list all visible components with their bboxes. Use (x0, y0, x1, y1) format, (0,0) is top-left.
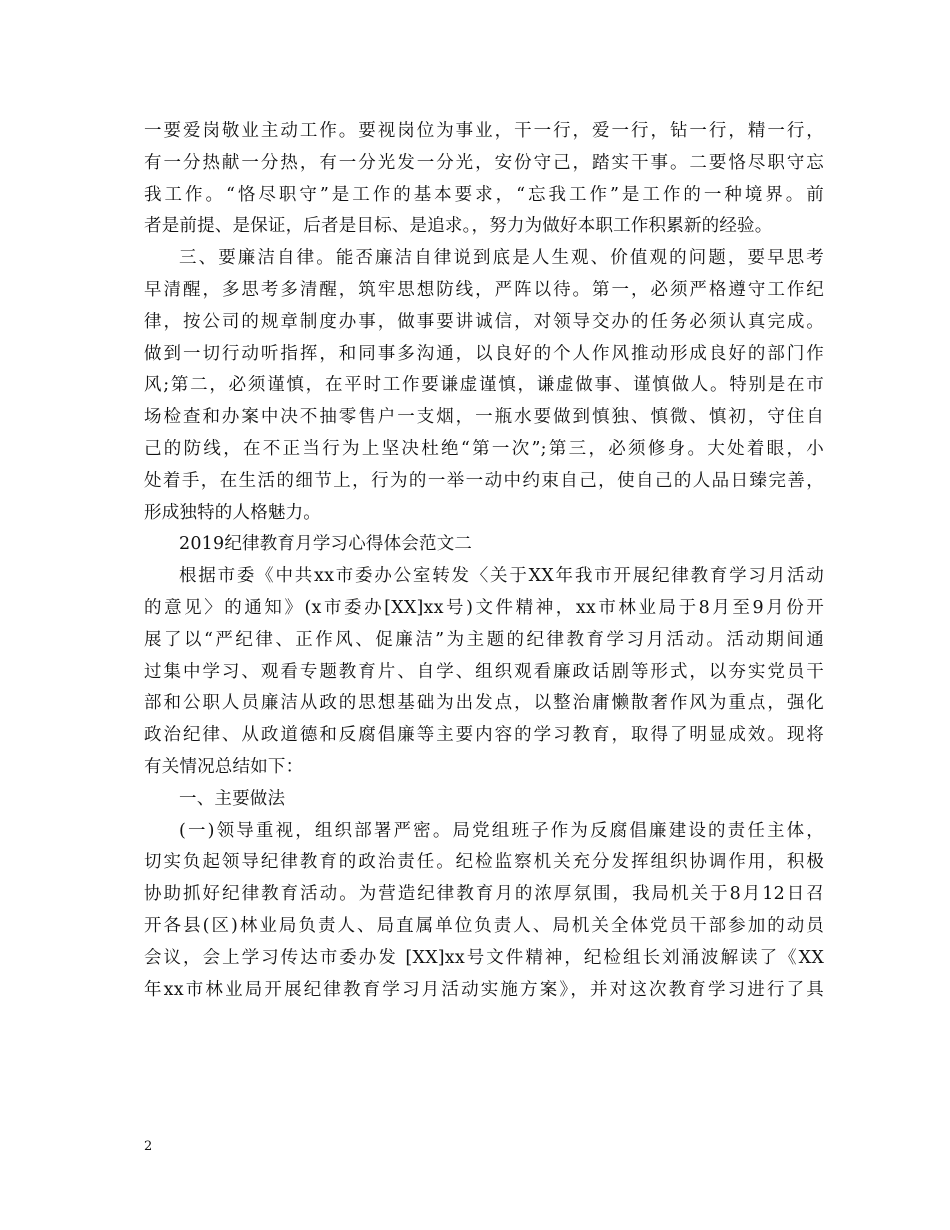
text-line: 形成独特的人格魅力。 (144, 502, 321, 523)
text-line: 2019纪律教育月学习心得体会范文二 (179, 534, 473, 555)
text-line: 律，按公司的规章制度办事，做事要讲诚信，对领导交办的任务必须认真完成。 (144, 311, 824, 332)
page-number: 2 (144, 1139, 153, 1154)
text-line: 过集中学习、观看专题教育片、自学、组织观看廉政话剧等形式，以夯实党员干 (144, 661, 824, 682)
text-line: 者是前提、是保证，后者是目标、是追求。，努力为做好本职工作积累新的经验。 (144, 216, 773, 237)
text-line: 一要爱岗敬业主动工作。要视岗位为事业，干一行，爱一行，钻一行，精一行， (144, 121, 824, 141)
text-line: 根据市委《中共xx市委办公室转发〈关于XX年我市开展纪律教育学习月活动 (179, 566, 824, 587)
text-line: 一、主要做法 (179, 788, 286, 809)
text-line: 年xx市林业局开展纪律教育学习月活动实施方案》，并对这次教育学习进行了具 (144, 979, 824, 1000)
text-line: 会议，会上学习传达市委办发 [XX]xx号文件精神，纪检组长刘涌波解读了《XX (144, 947, 824, 968)
text-line: (一)领导重视，组织部署严密。局党组班子作为反腐倡廉建设的责任主体， (179, 820, 824, 841)
text-line: 切实负起领导纪律教育的政治责任。纪检监察机关充分发挥组织协调作用，积极 (144, 852, 824, 873)
text-line: 的意见〉的通知》(x市委办[XX]xx号)文件精神，xx市林业局于8月至9月份开 (144, 597, 824, 618)
text-line: 己的防线，在不正当行为上坚决杜绝“第一次”;第三，必须修身。大处着眼，小 (144, 438, 824, 459)
text-line: 有关情况总结如下： (144, 756, 304, 777)
text-line: 协助抓好纪律教育活动。为营造纪律教育月的浓厚氛围，我局机关于8月12日召 (144, 884, 824, 905)
text-line: 开各县(区)林业局负责人、局直属单位负责人、局机关全体党员干部参加的动员 (144, 915, 824, 936)
text-line: 有一分热献一分热，有一分光发一分光，安份守己，踏实干事。二要恪尽职守忘 (144, 152, 824, 173)
text-line: 早清醒，多思考多清醒，筑牢思想防线，严阵以待。第一，必须严格遵守工作纪 (144, 279, 824, 300)
text-line: 政治纪律、从政道德和反腐倡廉等主要内容的学习教育，取得了明显成效。现将 (144, 725, 824, 746)
text-line: 三、要廉洁自律。能否廉洁自律说到底是人生观、价值观的问题，要早思考 (179, 248, 824, 269)
text-line: 场检查和办案中决不抽零售户一支烟，一瓶水要做到慎独、慎微、慎初，守住自 (144, 407, 824, 428)
text-line: 展了以“严纪律、正作风、促廉洁”为主题的纪律教育学习月活动。活动期间通 (144, 629, 824, 650)
document-body (144, 116, 824, 1006)
text-line: 风;第二，必须谨慎，在平时工作要谦虚谨慎，谦虚做事、谨慎做人。特别是在市 (144, 375, 824, 396)
text-line: 做到一切行动听指挥，和同事多沟通，以良好的个人作风推动形成良好的部门作 (144, 343, 824, 364)
text-line: 我工作。“恪尽职守”是工作的基本要求，“忘我工作”是工作的一种境界。前 (144, 184, 824, 205)
text-line: 处着手，在生活的细节上，行为的一举一动中约束自己，使自己的人品日臻完善， (144, 470, 824, 491)
text-line: 部和公职人员廉洁从政的思想基础为出发点，以整治庸懒散奢作风为重点，强化 (144, 693, 824, 714)
